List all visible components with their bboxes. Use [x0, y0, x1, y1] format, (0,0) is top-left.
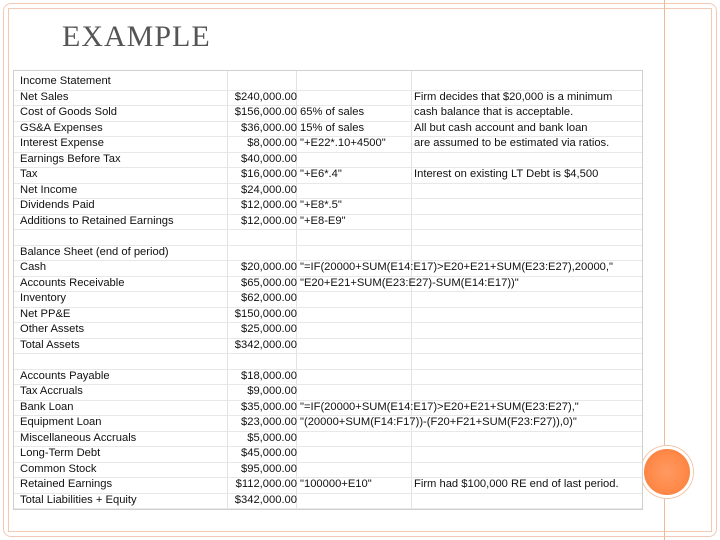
- row-label: Equipment Loan: [20, 416, 102, 428]
- row-formula: 65% of sales: [300, 106, 365, 118]
- table-row: [14, 353, 642, 369]
- table-row: [14, 121, 642, 137]
- row-label: Bank Loan: [20, 400, 74, 413]
- table-row: [14, 415, 642, 431]
- row-formula: 15% of sales: [300, 121, 365, 134]
- row-label: Tax Accruals: [20, 385, 83, 397]
- row-note: are assumed to be estimated via ratios.: [414, 137, 610, 149]
- table-row: [14, 307, 642, 323]
- row-value: $20,000.00: [241, 261, 297, 273]
- row-value: $18,000.00: [241, 369, 297, 382]
- row-label: Accounts Payable: [20, 369, 110, 382]
- table-row: [14, 431, 642, 447]
- row-label: Long-Term Debt: [20, 447, 101, 459]
- row-label: Balance Sheet (end of period): [20, 245, 169, 258]
- row-label: Other Assets: [20, 323, 85, 335]
- row-label: Tax: [20, 168, 38, 180]
- row-value: $95,000.00: [241, 462, 297, 475]
- table-row: [14, 74, 642, 90]
- row-value: $8,000.00: [247, 137, 297, 149]
- row-label: Cash: [20, 261, 47, 273]
- row-value: $65,000.00: [241, 276, 297, 289]
- row-value: $35,000.00: [241, 400, 297, 413]
- row-value: $62,000.00: [241, 292, 297, 304]
- table-row: [14, 493, 642, 509]
- table-row: [14, 322, 642, 338]
- row-value: $342,000.00: [234, 493, 297, 506]
- row-note: All but cash account and bank loan: [414, 121, 588, 134]
- row-value: $45,000.00: [241, 447, 297, 459]
- row-label: Retained Earnings: [20, 478, 113, 490]
- row-label: Earnings Before Tax: [20, 152, 121, 165]
- table-row: [14, 291, 642, 307]
- row-label: Net Sales: [20, 90, 69, 103]
- table-row: [14, 446, 642, 462]
- table-row: [14, 260, 642, 276]
- table-row: [14, 167, 642, 183]
- table-row: [14, 369, 642, 385]
- row-value: $12,000.00: [241, 199, 297, 211]
- row-value: $150,000.00: [234, 307, 297, 320]
- row-value: $25,000.00: [241, 323, 297, 335]
- row-label: Inventory: [20, 292, 67, 304]
- row-label: Net PP&E: [20, 307, 71, 320]
- row-formula: "+E8-E9": [300, 214, 346, 227]
- row-label: Income Statement: [20, 75, 111, 87]
- row-value: $112,000.00: [235, 478, 297, 490]
- row-label: Total Liabilities + Equity: [20, 493, 137, 506]
- row-note: Firm had $100,000 RE end of last period.: [414, 478, 619, 490]
- row-label: Miscellaneous Accruals: [20, 431, 137, 444]
- slide-title: EXAMPLE: [62, 20, 211, 53]
- row-value: $23,000.00: [241, 416, 297, 428]
- row-label: GS&A Expenses: [20, 121, 103, 134]
- table-row: [14, 136, 642, 152]
- row-label: Total Assets: [20, 338, 80, 351]
- row-formula: "+E6*.4": [300, 168, 342, 180]
- row-value: $12,000.00: [241, 214, 297, 227]
- row-value: $36,000.00: [241, 121, 297, 134]
- row-note: cash balance that is acceptable.: [414, 106, 574, 118]
- table-row: [14, 90, 642, 106]
- table-row: [14, 477, 642, 493]
- row-value: $16,000.00: [241, 168, 297, 180]
- row-note: Firm decides that $20,000 is a minimum: [414, 90, 613, 103]
- row-value: $342,000.00: [234, 338, 297, 351]
- row-value: $156,000.00: [234, 106, 297, 118]
- row-note: Interest on existing LT Debt is $4,500: [414, 168, 599, 180]
- row-formula: "(20000+SUM(F14:F17))-(F20+F21+SUM(F23:F27)),0)": [300, 416, 577, 428]
- table-row: [14, 198, 642, 214]
- row-formula: "+E22*.10+4500": [300, 137, 386, 149]
- row-formula: "=IF(20000+SUM(E14:E17)>E20+E21+SUM(E23:E27),20000,": [300, 261, 613, 273]
- table-row: [14, 152, 642, 168]
- row-gridline: [14, 508, 642, 509]
- table-row: [14, 105, 642, 121]
- row-value: $40,000.00: [241, 152, 297, 165]
- row-label: Accounts Receivable: [20, 276, 125, 289]
- table-row: [14, 400, 642, 416]
- row-value: $240,000.00: [234, 90, 297, 103]
- table-row: [14, 183, 642, 199]
- table-row: [14, 338, 642, 354]
- row-label: Dividends Paid: [20, 199, 95, 211]
- row-formula: "+E8*.5": [300, 199, 342, 211]
- table-row: [14, 245, 642, 261]
- row-label: Additions to Retained Earnings: [20, 214, 174, 227]
- row-label: Net Income: [20, 183, 78, 196]
- row-value: $24,000.00: [241, 183, 297, 196]
- table-row: [14, 214, 642, 230]
- row-value: $5,000.00: [247, 431, 297, 444]
- row-formula: "E20+E21+SUM(E23:E27)-SUM(E14:E17))": [300, 276, 519, 289]
- row-label: Interest Expense: [20, 137, 104, 149]
- row-formula: "=IF(20000+SUM(E14:E17)>E20+E21+SUM(E23:E27),": [300, 400, 579, 413]
- table-row: [14, 384, 642, 400]
- table-row: [14, 229, 642, 245]
- orange-circle-decoration: [641, 446, 693, 498]
- row-label: Cost of Goods Sold: [20, 106, 118, 118]
- table-row: [14, 462, 642, 478]
- row-label: Common Stock: [20, 462, 97, 475]
- table-row: [14, 276, 642, 292]
- spreadsheet-table: [13, 70, 643, 510]
- row-formula: "100000+E10": [300, 478, 372, 490]
- row-value: $9,000.00: [247, 385, 297, 397]
